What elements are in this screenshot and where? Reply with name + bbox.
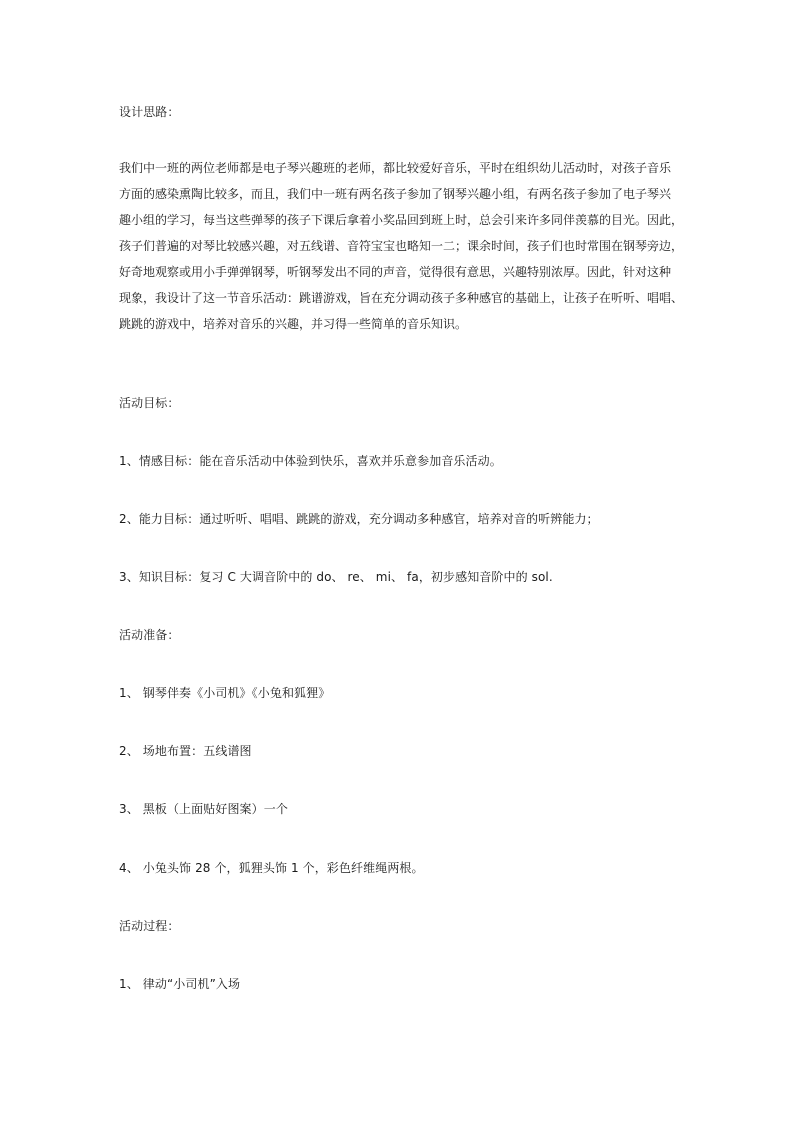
design-heading: 设计思路：	[119, 105, 180, 119]
prep-item-venue: 2、 场地布置：五线谱图	[119, 744, 252, 758]
design-paragraph-line: 好奇地观察或用小手弹弹钢琴，听钢琴发出不同的声音，觉得很有意思，兴趣特别浓厚。因此，针对这种	[119, 265, 672, 279]
design-paragraph	[119, 155, 684, 337]
process-heading: 活动过程：	[119, 919, 180, 933]
goals-heading: 活动目标：	[119, 396, 180, 410]
prep-item-piano: 1、 钢琴伴奏《小司机》《小兔和狐狸》	[119, 686, 331, 700]
design-paragraph-line: 趣小组的学习，每当这些弹琴的孩子下课后拿着小奖品回到班上时，总会引来许多同伴羡慕的目光。因此，	[119, 213, 684, 227]
prep-heading: 活动准备：	[119, 628, 180, 642]
design-paragraph-line: 跳跳的游戏中，培养对音乐的兴趣，并习得一些简单的音乐知识。	[119, 317, 468, 331]
goal-item-ability: 2、能力目标：通过听听、唱唱、跳跳的游戏，充分调动多种感官，培养对音的听辨能力；	[119, 512, 599, 526]
goal-item-emotion: 1、情感目标：能在音乐活动中体验到快乐，喜欢并乐意参加音乐活动。	[119, 454, 502, 468]
design-paragraph-line: 孩子们普遍的对琴比较感兴趣，对五线谱、音符宝宝也略知一二；课余时间，孩子们也时常围在钢琴旁边，	[119, 239, 684, 253]
design-paragraph-line: 方面的感染熏陶比较多，而且，我们中一班有两名孩子参加了钢琴兴趣小组，有两名孩子参加了电子琴兴	[119, 187, 672, 201]
prep-item-blackboard: 3、 黑板（上面贴好图案）一个	[119, 802, 288, 816]
goal-item-knowledge: 3、知识目标：复习 C 大调音阶中的 do、 re、 mi、 fa，初步感知音阶中的 sol.	[119, 570, 553, 584]
design-paragraph-line: 现象，我设计了这一节音乐活动：跳谱游戏，旨在充分调动孩子多种感官的基础上，让孩子在听听、唱唱、	[119, 291, 684, 305]
prep-item-headwear: 4、 小兔头饰 28 个，狐狸头饰 1 个，彩色纤维绳两根。	[119, 861, 424, 875]
process-item-entrance: 1、 律动“小司机”入场	[119, 977, 241, 991]
design-paragraph-line: 我们中一班的两位老师都是电子琴兴趣班的老师，都比较爱好音乐，平时在组织幼儿活动时，对孩子音乐	[119, 161, 672, 175]
